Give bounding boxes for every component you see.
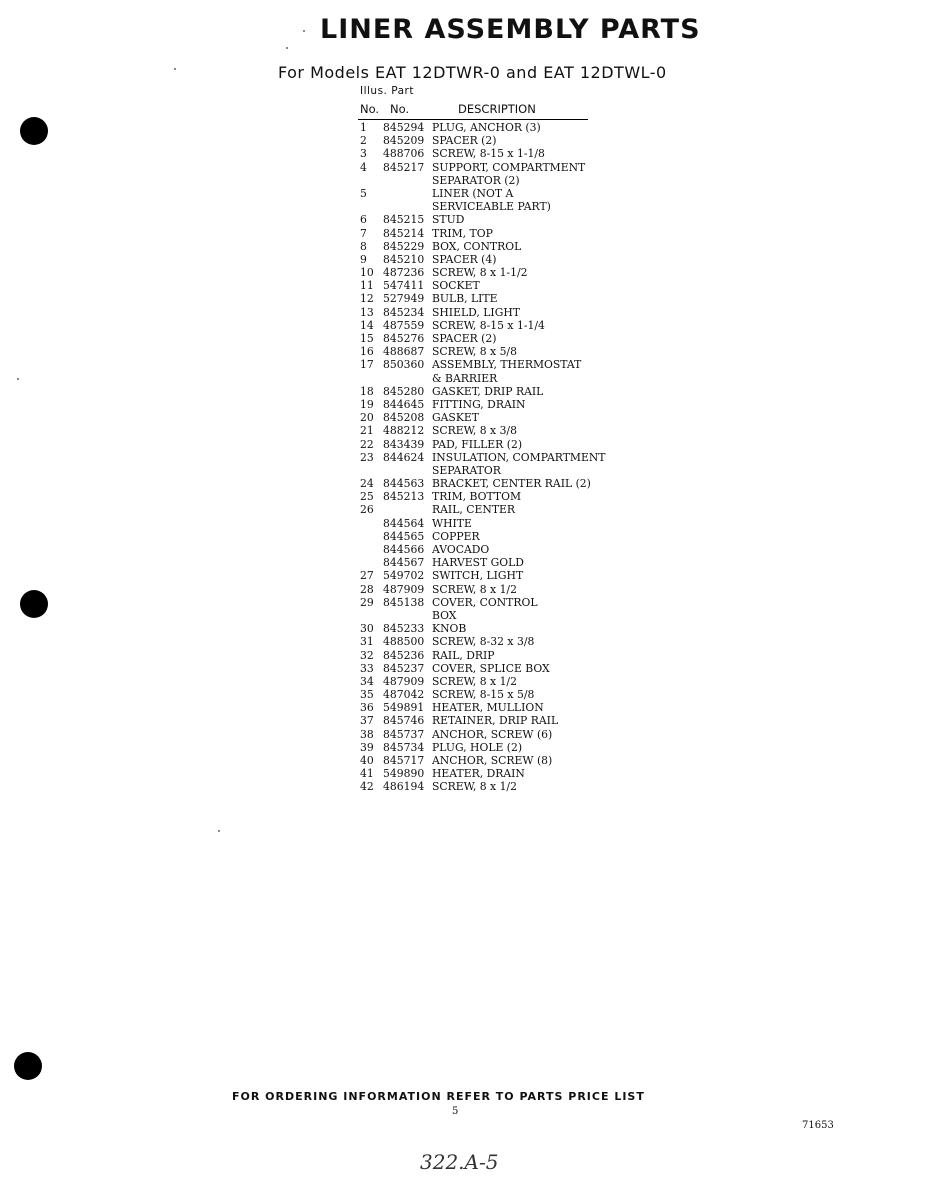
part-number: 488500 — [383, 635, 425, 649]
parts-row — [0, 662, 946, 675]
parts-row — [0, 635, 946, 648]
document-code: 71653 — [802, 1120, 834, 1131]
part-number: 487236 — [383, 266, 425, 280]
part-description: SCREW, 8 x 5/8 — [432, 345, 517, 359]
part-number: 486194 — [383, 780, 425, 794]
parts-row — [0, 319, 946, 332]
part-description: PAD, FILLER (2) — [432, 437, 523, 451]
parts-row — [0, 728, 946, 741]
part-description: LINER (NOT A — [432, 186, 514, 200]
part-description: SCREW, 8-32 x 3/8 — [432, 635, 535, 649]
part-description: ANCHOR, SCREW (8) — [432, 754, 553, 767]
binder-hole — [14, 1052, 42, 1080]
item-number: 42 — [360, 780, 374, 794]
item-number: 32 — [360, 648, 374, 662]
scan-speck — [218, 830, 220, 832]
item-number: 11 — [360, 279, 374, 293]
part-number: 549702 — [383, 569, 425, 583]
part-description: ASSEMBLY, THERMOSTAT — [432, 358, 582, 372]
part-number: 487909 — [383, 582, 425, 596]
parts-row — [0, 754, 946, 767]
page-title: LINER ASSEMBLY PARTS — [320, 14, 701, 45]
part-number: 488687 — [383, 345, 425, 359]
part-number: 487559 — [383, 318, 425, 332]
item-number: 39 — [360, 740, 374, 754]
parts-row — [0, 332, 946, 345]
parts-row — [0, 345, 946, 358]
part-number: 843439 — [383, 437, 425, 451]
part-number: 844567 — [383, 556, 425, 570]
part-number: 845737 — [383, 727, 425, 741]
parts-row — [0, 464, 946, 477]
part-description: SUPPORT, COMPARTMENT — [432, 160, 586, 174]
header-rule — [358, 119, 588, 120]
part-description: SPACER (2) — [432, 134, 497, 148]
parts-row — [0, 649, 946, 662]
item-number: 7 — [360, 226, 367, 240]
part-description: WHITE — [432, 516, 472, 530]
part-number: 845210 — [383, 252, 425, 266]
part-description: COPPER — [432, 529, 480, 543]
part-description: RETAINER, DRIP RAIL — [432, 714, 559, 728]
parts-row — [0, 688, 946, 701]
part-description: SCREW, 8-15 x 1-1/8 — [432, 147, 545, 161]
ordering-note: FOR ORDERING INFORMATION REFER TO PARTS PRICE LIST — [232, 1090, 645, 1103]
parts-row — [0, 517, 946, 530]
parts-row — [0, 253, 946, 266]
part-description: SOCKET — [432, 279, 480, 293]
part-number: 845213 — [383, 490, 425, 504]
item-number: 23 — [360, 450, 374, 464]
part-description: SCREW, 8 x 1/2 — [432, 780, 517, 794]
part-number: 845294 — [383, 121, 425, 134]
part-number: 487042 — [383, 688, 425, 702]
column-header-description: DESCRIPTION — [458, 102, 536, 116]
part-number: 845233 — [383, 622, 425, 636]
part-description: RAIL, DRIP — [432, 648, 495, 662]
part-description: ANCHOR, SCREW (6) — [432, 727, 553, 741]
item-number: 20 — [360, 411, 374, 425]
part-description: SEPARATOR — [432, 463, 501, 477]
scan-speck — [286, 47, 288, 49]
item-number: 14 — [360, 318, 374, 332]
part-number: 845746 — [383, 714, 425, 728]
parts-row — [0, 227, 946, 240]
parts-row — [0, 622, 946, 635]
part-number: 547411 — [383, 279, 425, 293]
parts-row — [0, 292, 946, 305]
item-number: 17 — [360, 358, 374, 372]
parts-row — [0, 266, 946, 279]
part-number: 844566 — [383, 543, 425, 556]
item-number: 41 — [360, 767, 374, 781]
parts-row — [0, 596, 946, 609]
handwritten-note: 322.A-5 — [420, 1150, 499, 1174]
part-number: 845734 — [383, 740, 425, 754]
item-number: 6 — [360, 213, 367, 227]
part-description: BOX — [432, 608, 457, 622]
parts-row — [0, 306, 946, 319]
part-description: SCREW, 8-15 x 1-1/4 — [432, 318, 545, 332]
item-number: 37 — [360, 714, 374, 728]
item-number: 35 — [360, 688, 374, 702]
part-description: BOX, CONTROL — [432, 239, 522, 253]
item-number: 34 — [360, 674, 374, 688]
part-number: 487909 — [383, 674, 425, 688]
item-number: 4 — [360, 160, 367, 174]
part-description: AVOCADO — [432, 543, 490, 556]
part-description: HEATER, DRAIN — [432, 767, 525, 781]
part-description: SPACER (2) — [432, 332, 497, 345]
item-number: 36 — [360, 701, 374, 715]
parts-row — [0, 161, 946, 174]
parts-row — [0, 477, 946, 490]
part-description: INSULATION, COMPARTMENT — [432, 450, 606, 464]
parts-row — [0, 134, 946, 147]
parts-row — [0, 213, 946, 226]
item-number: 29 — [360, 595, 374, 609]
part-description: BULB, LITE — [432, 292, 498, 306]
item-number: 13 — [360, 305, 374, 319]
parts-list — [0, 121, 946, 794]
part-number: 488212 — [383, 424, 425, 438]
item-number: 10 — [360, 266, 374, 280]
part-description: SHIELD, LIGHT — [432, 305, 520, 319]
part-number: 488706 — [383, 147, 425, 161]
item-number: 40 — [360, 754, 374, 767]
part-description: PLUG, ANCHOR (3) — [432, 121, 541, 134]
item-number: 18 — [360, 384, 374, 398]
parts-row — [0, 174, 946, 187]
part-description: TRIM, BOTTOM — [432, 490, 522, 504]
part-description: SEPARATOR (2) — [432, 173, 520, 187]
parts-row — [0, 714, 946, 727]
item-number: 28 — [360, 582, 374, 596]
item-number: 21 — [360, 424, 374, 438]
item-number: 12 — [360, 292, 374, 306]
parts-row — [0, 503, 946, 516]
item-number: 2 — [360, 134, 367, 148]
parts-row — [0, 385, 946, 398]
item-number: 27 — [360, 569, 374, 583]
item-number: 26 — [360, 503, 374, 517]
scan-speck — [174, 68, 176, 70]
part-description: & BARRIER — [432, 371, 498, 385]
item-number: 22 — [360, 437, 374, 451]
parts-row — [0, 583, 946, 596]
item-number: 25 — [360, 490, 374, 504]
item-number: 1 — [360, 121, 367, 134]
models-subtitle: For Models EAT 12DTWR-0 and EAT 12DTWL-0 — [278, 63, 667, 82]
item-number: 3 — [360, 147, 367, 161]
parts-row — [0, 741, 946, 754]
part-description: STUD — [432, 213, 465, 227]
part-description: RAIL, CENTER — [432, 503, 516, 517]
parts-row — [0, 240, 946, 253]
parts-row — [0, 438, 946, 451]
parts-row — [0, 543, 946, 556]
item-number: 31 — [360, 635, 374, 649]
page-number: 5 — [452, 1106, 459, 1117]
parts-row — [0, 556, 946, 569]
part-number: 844563 — [383, 477, 425, 491]
part-description: HARVEST GOLD — [432, 556, 524, 570]
parts-row — [0, 121, 946, 134]
parts-row — [0, 609, 946, 622]
part-number: 845217 — [383, 160, 425, 174]
part-description: SWITCH, LIGHT — [432, 569, 524, 583]
parts-row — [0, 187, 946, 200]
parts-row — [0, 569, 946, 582]
part-number: 845138 — [383, 595, 425, 609]
part-number: 850360 — [383, 358, 425, 372]
part-number: 845214 — [383, 226, 425, 240]
parts-row — [0, 200, 946, 213]
part-number: 527949 — [383, 292, 425, 306]
part-number: 845209 — [383, 134, 425, 148]
item-number: 15 — [360, 332, 374, 345]
parts-row — [0, 411, 946, 424]
parts-row — [0, 424, 946, 437]
part-number: 845208 — [383, 411, 425, 425]
item-number: 30 — [360, 622, 374, 636]
part-description: SCREW, 8 x 1/2 — [432, 674, 517, 688]
part-number: 845234 — [383, 305, 425, 319]
part-description: FITTING, DRAIN — [432, 397, 526, 411]
column-header-numbers: No. No. — [360, 102, 410, 116]
item-number: 38 — [360, 727, 374, 741]
item-number: 16 — [360, 345, 374, 359]
part-description: PLUG, HOLE (2) — [432, 740, 523, 754]
part-description: SERVICEABLE PART) — [432, 200, 551, 214]
parts-row — [0, 451, 946, 464]
part-number: 844564 — [383, 516, 425, 530]
item-number: 9 — [360, 252, 367, 266]
item-number: 8 — [360, 239, 367, 253]
part-description: BRACKET, CENTER RAIL (2) — [432, 477, 591, 491]
item-number: 24 — [360, 477, 374, 491]
part-description: KNOB — [432, 622, 467, 636]
part-number: 845237 — [383, 661, 425, 675]
item-number: 5 — [360, 186, 367, 200]
part-number: 845236 — [383, 648, 425, 662]
parts-row — [0, 358, 946, 371]
part-number: 845280 — [383, 384, 425, 398]
parts-row — [0, 398, 946, 411]
parts-row — [0, 767, 946, 780]
parts-row — [0, 490, 946, 503]
part-number: 844624 — [383, 450, 425, 464]
part-number: 845276 — [383, 332, 425, 345]
part-number: 844645 — [383, 397, 425, 411]
item-number: 19 — [360, 397, 374, 411]
parts-row — [0, 701, 946, 714]
part-description: HEATER, MULLION — [432, 701, 544, 715]
part-description: TRIM, TOP — [432, 226, 493, 240]
part-description: SCREW, 8 x 1-1/2 — [432, 266, 528, 280]
part-number: 549890 — [383, 767, 425, 781]
part-number: 844565 — [383, 529, 425, 543]
part-number: 845229 — [383, 239, 425, 253]
column-header-illus-part: Illus. Part — [360, 85, 414, 97]
part-description: SCREW, 8 x 1/2 — [432, 582, 517, 596]
parts-row — [0, 279, 946, 292]
parts-row — [0, 147, 946, 160]
part-description: SPACER (4) — [432, 252, 497, 266]
part-number: 549891 — [383, 701, 425, 715]
part-number: 845717 — [383, 754, 425, 767]
item-number: 33 — [360, 661, 374, 675]
part-description: COVER, CONTROL — [432, 595, 538, 609]
parts-row — [0, 675, 946, 688]
parts-row — [0, 780, 946, 793]
part-description: COVER, SPLICE BOX — [432, 661, 550, 675]
part-description: SCREW, 8-15 x 5/8 — [432, 688, 535, 702]
scan-speck — [303, 30, 305, 32]
part-description: SCREW, 8 x 3/8 — [432, 424, 517, 438]
part-number: 845215 — [383, 213, 425, 227]
parts-row — [0, 372, 946, 385]
parts-row — [0, 530, 946, 543]
part-description: GASKET — [432, 411, 479, 425]
part-description: GASKET, DRIP RAIL — [432, 384, 544, 398]
